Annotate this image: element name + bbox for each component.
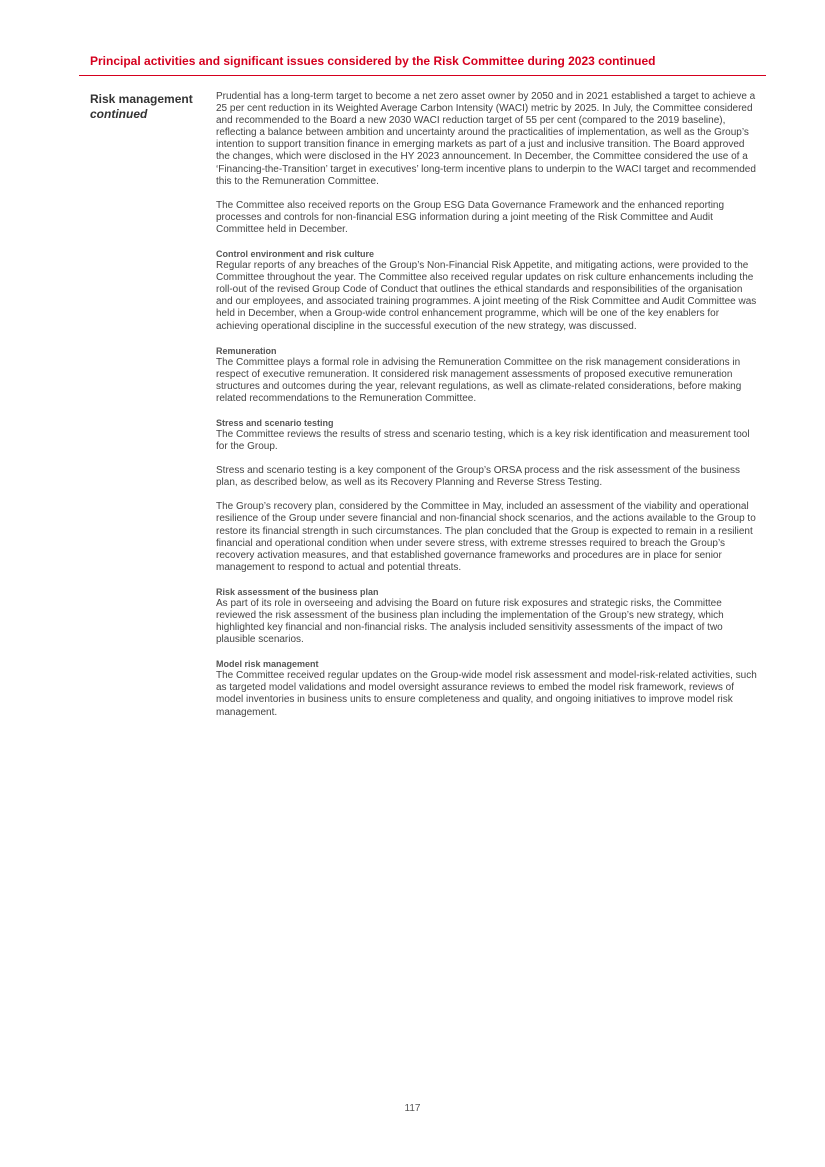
section-label [90, 92, 208, 122]
body-control-environment: Regular reports of any breaches of the Group’s Non-Financial Risk Appetite, and mitigating actions, were provided to the Committee throughout the year. The Committee also received regular updates on risk culture enhancements including the roll-out of the revised Group Code of Conduct that outlines the ethical standards and responsibilities of the organisation and our employees, and associated training programmes. A joint meeting of the Risk Committee and Audit Committee was held in December, when a Group-wide control enhancement programme, which will be one of the key enablers for achieving operational discipline in the successful execution of the new strategy, was discussed. [216, 260, 757, 332]
body-risk-assessment: As part of its role in overseeing and advising the Board on future risk exposures and strategic risks, the Committee reviewed the risk assessment of the business plan including the implementation of the Group’s new strategy, which highlighted key financial and non-financial risks. The analysis included sensitivity assessments of the impact of two plausible scenarios. [216, 597, 724, 646]
header-divider [79, 75, 766, 76]
body-remuneration: The Committee plays a formal role in advising the Remuneration Committee on the risk management considerations in respect of executive remuneration. It considered risk management assessments of proposed executive remuneration structures and outcomes during the year, relevant regulations, as well as climate-related considerations, before making related recommendations to the Remuneration Committee. [216, 356, 742, 404]
page-number: 117 [404, 1103, 421, 1114]
block-risk-assessment [216, 586, 760, 646]
subheading-model-risk: Model risk management [216, 659, 319, 670]
body-stress-testing-2: Stress and scenario testing is a key component of the Group’s ORSA process and the risk assessment of the business plan, as described below, as well as its Recovery Planning and Reverse Stress Testing. [216, 465, 740, 489]
body-stress-testing-3: The Group’s recovery plan, considered by the Committee in May, included an assessment of the viability and operational resilience of the Group under severe financial and non-financial shock scenarios, and the actions available to the Group to restore its financial strength in such circumstances. The plan concluded that the Group is expected to remain in a resilient financial and operational condition when under severe stress, with extreme stresses required to breach the Group’s recovery activation measures, and that established governance frameworks and procedures are in place for senior management to respond to actual and potential threats. [216, 501, 756, 573]
subheading-remuneration: Remuneration [216, 345, 277, 356]
paragraph-esg-data-governance: The Committee also received reports on the Group ESG Data Governance Framework and the enhanced reporting processes and controls for non-financial ESG information during a joint meeting of the Risk Committee and Audit Committee held in December. [216, 199, 725, 235]
block-remuneration [216, 345, 760, 405]
section-content [216, 91, 760, 731]
block-stress-testing [216, 417, 760, 453]
body-stress-testing-1: The Committee reviews the results of stress and scenario testing, which is a key risk identification and measurement tool for the Group. [216, 428, 750, 453]
body-model-risk: The Committee received regular updates on the Group-wide model risk assessment and model-risk-related activities, such as targeted model validations and model oversight assurance reviews to embed the model risk framework, reviews of model inventories in business units to ensure completeness and quality, and ongoing initiatives to improve model risk management. [216, 670, 757, 718]
subheading-stress-testing: Stress and scenario testing [216, 417, 334, 428]
block-model-risk [216, 658, 760, 718]
section-label-title: Risk management [90, 92, 193, 106]
paragraph-waci-target: Prudential has a long-term target to become a net zero asset owner by 2050 and in 2021 established a target to achieve a 25 per cent reduction in its Weighted Average Carbon Intensity (WACI) metric by 2025. In July, the Committee considered and recommended to the Board a new 2030 WACI reduction target of 55 per cent (compared to the 2019 baseline), reflecting a balance between ambition and uncertainty around the practicalities of implementation, as well as the Group’s intention to support transition finance in emerging markets as part of a just and inclusive transition. The Board approved the changes, which were disclosed in the HY 2023 announcement. In December, the Committee considered the use of a ‘Financing-the-Transition’ target in executives’ long-term incentive plans to underpin to the WACI target and recommended this to the Remuneration Committee. [216, 91, 756, 187]
block-control-environment [216, 248, 760, 333]
subheading-control-environment: Control environment and risk culture [216, 249, 375, 260]
page-header-title: Principal activities and significant issues considered by the Risk Committee during 2023 continued [90, 54, 656, 68]
section-label-continued: continued [90, 107, 148, 121]
subheading-risk-assessment: Risk assessment of the business plan [216, 586, 379, 597]
